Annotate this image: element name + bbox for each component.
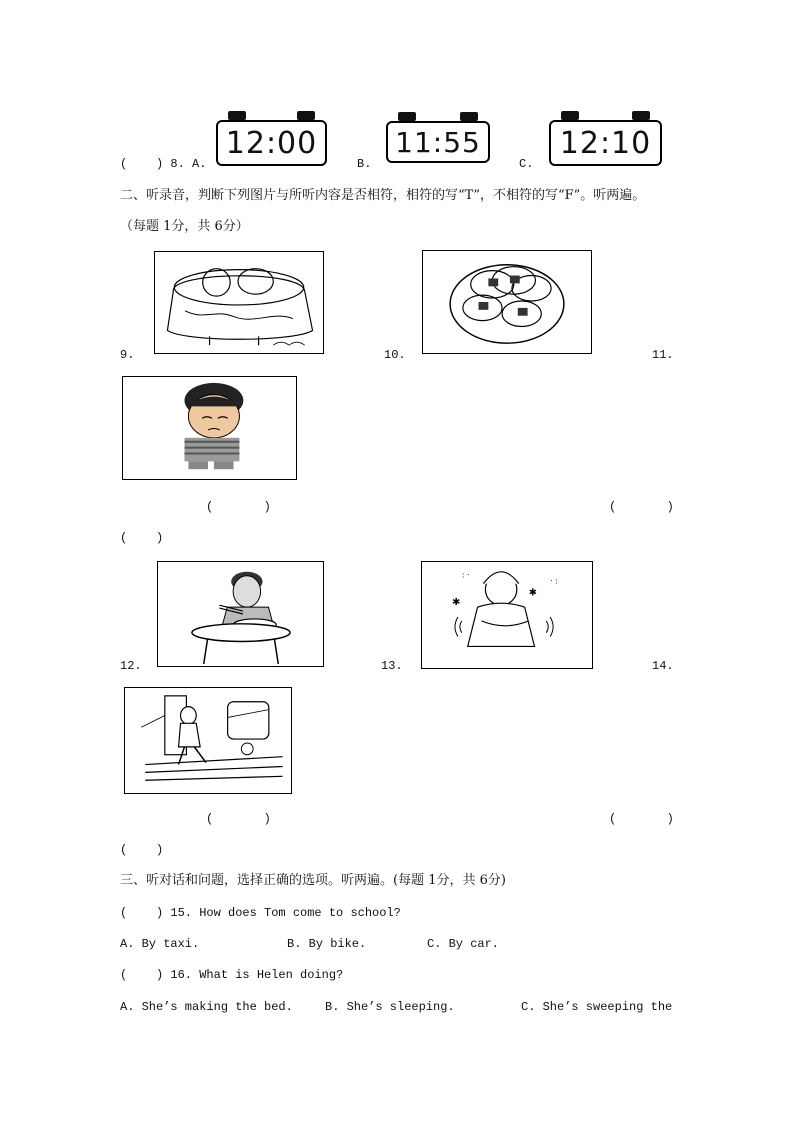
section2-heading: 二、听录音，判断下列图片与所听内容是否相符，相符的写“T”，不相符的写“F”。听两遍。 [120, 188, 646, 203]
number-13: 13. [381, 659, 403, 673]
q15-option-a: A. By taxi. [120, 937, 200, 951]
clock-a [216, 120, 327, 166]
answer-blank-9[interactable]: ( ) [206, 500, 271, 514]
q8-option-b-label: B. [357, 157, 372, 171]
svg-text:· :: · : [550, 576, 558, 586]
clock-tab-icon [460, 112, 478, 121]
q8-stem: ( ) 8. A. [120, 157, 207, 171]
question-16: ( ) 16. What is Helen doing? [120, 968, 344, 982]
number-9: 9. [120, 348, 135, 362]
clock-tab-icon [398, 112, 416, 121]
clock-c [549, 120, 662, 166]
answer-blank-12[interactable]: ( ) [206, 812, 271, 826]
q15-option-c: C. By car. [427, 937, 500, 951]
clock-c-time: 12:10 [559, 125, 652, 161]
answer-blank-11[interactable]: ( ) [120, 531, 164, 545]
picture-9-vegetables-on-table [154, 251, 324, 354]
number-14: 14. [652, 659, 674, 673]
clock-b-time: 11:55 [395, 125, 481, 159]
number-11: 11. [652, 348, 674, 362]
clock-tab-icon [228, 111, 246, 120]
clock-tab-icon [297, 111, 315, 120]
q15-option-b: B. By bike. [287, 937, 367, 951]
picture-11-sick-boy [122, 376, 297, 480]
answer-blank-13[interactable]: ( ) [609, 812, 674, 826]
answer-blank-10[interactable]: ( ) [609, 500, 674, 514]
svg-text:✱: ✱ [528, 587, 537, 599]
section2-note: （每题 1分，共 6分） [120, 219, 249, 234]
q16-option-c: C. She’s sweeping the [521, 1000, 673, 1014]
clock-tab-icon [632, 111, 650, 120]
picture-10-mooncakes [422, 250, 592, 354]
svg-text:: ·: : · [461, 570, 470, 580]
clock-tab-icon [561, 111, 579, 120]
q16-option-b: B. She’s sleeping. [325, 1000, 455, 1014]
question-15: ( ) 15. How does Tom come to school? [120, 906, 401, 920]
svg-text:✱: ✱ [452, 597, 461, 609]
clock-b [386, 121, 490, 163]
number-10: 10. [384, 348, 406, 362]
clock-a-time: 12:00 [225, 125, 318, 161]
q16-option-a: A. She’s making the bed. [120, 1000, 293, 1014]
answer-blank-14[interactable]: ( ) [120, 843, 164, 857]
picture-12-man-eating-noodles [157, 561, 324, 667]
q8-option-c-label: C. [519, 157, 534, 171]
number-12: 12. [120, 659, 142, 673]
section3-heading: 三、听对话和问题，选择正确的选项。听两遍。(每题 1分，共 6分) [120, 873, 506, 888]
picture-14-person-boarding-train [124, 687, 292, 794]
picture-13-cold-woman [421, 561, 593, 669]
